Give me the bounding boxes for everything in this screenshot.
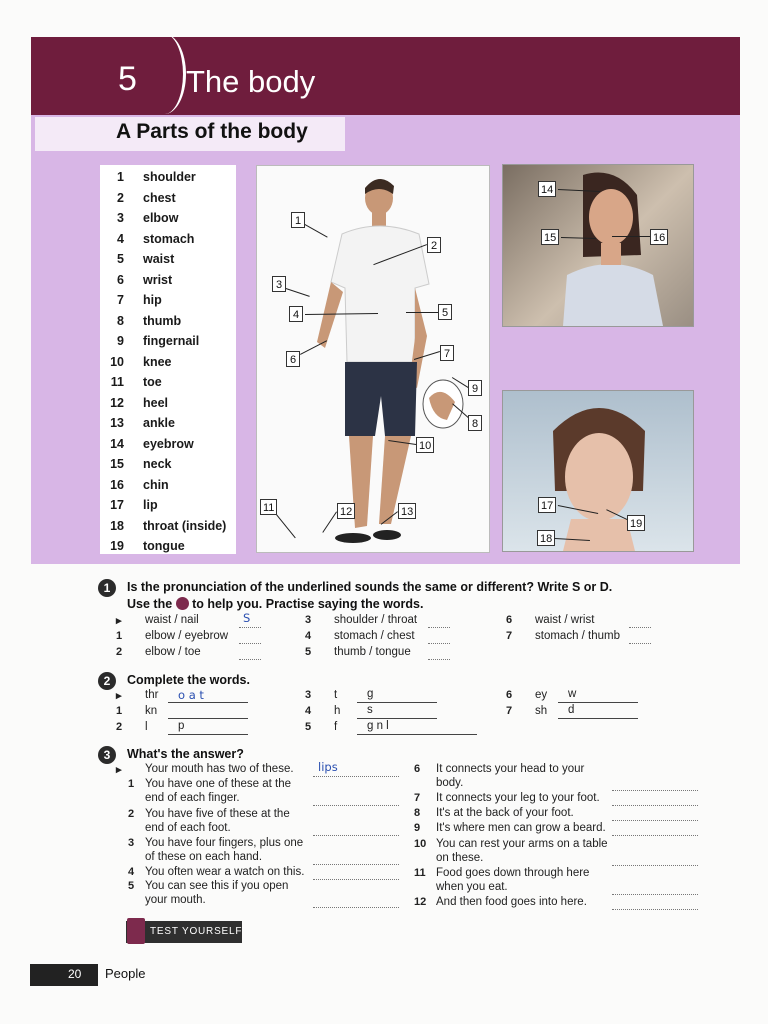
word-number: 2 <box>117 191 124 205</box>
word-number: 13 <box>110 416 124 430</box>
exercise-2-letters: o a t <box>178 688 204 702</box>
exercise-3-question: You can see this if you open <box>145 880 289 892</box>
word-label: chest <box>143 191 176 205</box>
callout-label: 4 <box>289 306 303 322</box>
exercise-3-number: 3 <box>98 746 116 764</box>
exercise-1-item-number: 6 <box>506 614 513 626</box>
exercise-2-item-number: ▸ <box>116 690 122 702</box>
callout-label: 3 <box>272 276 286 292</box>
word-list-item <box>100 539 236 559</box>
exercise-3-answer-line <box>313 863 399 865</box>
word-number: 9 <box>117 334 124 348</box>
exercise-1-item-number: 1 <box>116 630 123 642</box>
exercise-1-item-words: waist / wrist <box>535 614 595 626</box>
word-number: 8 <box>117 314 124 328</box>
word-label: elbow <box>143 211 179 225</box>
word-list-item <box>100 211 236 231</box>
exercise-2-word-start: l <box>145 721 148 733</box>
book-icon <box>127 918 145 944</box>
exercise-1-item-number: 7 <box>506 630 513 642</box>
exercise-1-answer-line <box>428 626 450 628</box>
word-label: neck <box>143 457 172 471</box>
callout-label: 13 <box>398 503 416 519</box>
word-list-item <box>100 457 236 477</box>
exercise-3-question-number: 1 <box>128 778 135 790</box>
word-label: chin <box>143 478 169 492</box>
word-label: eyebrow <box>143 437 194 451</box>
word-label: ankle <box>143 416 175 430</box>
exercise-3-question-cont: when you eat. <box>436 881 508 893</box>
exercise-2-blanks <box>357 717 437 719</box>
word-list-item <box>100 293 236 313</box>
exercise-2-word-start: kn <box>145 705 158 717</box>
exercise-3-answer-line <box>612 819 698 821</box>
woman-face-photo <box>502 390 694 552</box>
exercise-1-subtitle-a: Use the <box>127 597 173 611</box>
word-list-item <box>100 191 236 211</box>
exercise-1-subtitle-b: to help you. Practise saying the words. <box>192 597 424 611</box>
callout-label: 9 <box>468 380 482 396</box>
word-list-item <box>100 437 236 457</box>
exercise-3-question: It connects your head to your <box>436 763 585 775</box>
word-number: 19 <box>110 539 124 553</box>
word-label: heel <box>143 396 169 410</box>
word-number: 6 <box>117 273 124 287</box>
exercise-1-item-number: 3 <box>305 614 312 626</box>
word-list <box>100 165 236 554</box>
callout-label: 1 <box>291 212 305 228</box>
exercise-3-question-number: 4 <box>128 866 135 878</box>
page-number: 20 <box>68 967 82 981</box>
exercise-2-item-number: 3 <box>305 689 312 701</box>
exercise-3-question: You often wear a watch on this. <box>145 866 305 878</box>
exercise-3-example-answer: lips <box>318 760 338 774</box>
word-list-item <box>100 416 236 436</box>
exercise-3-question-number: 12 <box>414 896 427 908</box>
word-label: toe <box>143 375 162 389</box>
word-label: tongue <box>143 539 185 553</box>
exercise-2-letters: s <box>367 704 373 716</box>
exercise-2-blanks <box>168 733 248 735</box>
exercise-2-blanks <box>357 701 437 703</box>
callout-label: 17 <box>538 497 556 513</box>
exercise-3-answer-line <box>612 893 698 895</box>
exercise-1-number: 1 <box>98 579 116 597</box>
callout-label: 8 <box>468 415 482 431</box>
footer-bar <box>30 964 98 986</box>
exercise-3-answer-line <box>612 789 698 791</box>
exercise-3-answer-line <box>612 908 698 910</box>
exercise-3-question-number: 2 <box>128 808 135 820</box>
callout-label: 16 <box>650 229 668 245</box>
callout-label: 15 <box>541 229 559 245</box>
callout-label: 5 <box>438 304 452 320</box>
section-letter: A <box>116 120 131 143</box>
exercise-2-item-number: 7 <box>506 705 513 717</box>
word-list-item <box>100 396 236 416</box>
exercise-3-question-cont: your mouth. <box>145 894 206 906</box>
exercise-3-question: You can rest your arms on a table <box>436 838 608 850</box>
word-list-item <box>100 355 236 375</box>
exercise-1-item-words: thumb / tongue <box>334 646 411 658</box>
exercise-2-letters: d <box>568 704 575 716</box>
exercise-1-answer-line <box>428 658 450 660</box>
exercise-2-blanks <box>168 717 248 719</box>
exercise-3-question-cont: end of each foot. <box>145 822 231 834</box>
word-number: 7 <box>117 293 124 307</box>
exercise-3-example-marker: ▸ <box>116 764 122 776</box>
section-heading: Parts of the body <box>136 120 308 143</box>
exercise-3-question: You have four fingers, plus one <box>145 837 304 849</box>
exercise-1-item-words: shoulder / throat <box>334 614 418 626</box>
exercise-3-answer-line <box>313 906 399 908</box>
audio-icon[interactable] <box>176 597 189 610</box>
callout-label: 10 <box>416 437 434 453</box>
unit-header <box>31 37 740 115</box>
exercise-3-question-number: 6 <box>414 763 421 775</box>
word-list-item <box>100 375 236 395</box>
exercise-1-item-words: waist / nail <box>145 614 199 626</box>
word-number: 1 <box>117 170 124 184</box>
exercise-1-answer-line <box>239 626 261 628</box>
word-list-item <box>100 314 236 334</box>
exercise-1-subtitle <box>127 597 423 611</box>
exercise-1-item-number: 5 <box>305 646 312 658</box>
word-list-item <box>100 170 236 190</box>
exercise-2-blanks <box>357 733 477 735</box>
exercise-2-blanks <box>558 701 638 703</box>
exercise-3-question-number: 11 <box>414 867 426 879</box>
exercise-3-question-number: 5 <box>128 880 135 892</box>
callout-label: 2 <box>427 237 441 253</box>
word-list-item <box>100 478 236 498</box>
exercise-2-word-start: ey <box>535 689 548 701</box>
exercise-2-word-start: t <box>334 689 338 701</box>
exercise-1-item-words: stomach / chest <box>334 630 415 642</box>
exercise-3-answer-line <box>612 864 698 866</box>
word-number: 14 <box>110 437 124 451</box>
footer-section: People <box>105 966 146 981</box>
callout-label: 18 <box>537 530 555 546</box>
exercise-1-answer-line <box>629 626 651 628</box>
exercise-2-letters: w <box>568 688 577 700</box>
exercise-1-title: Is the pronunciation of the underlined sounds the same or different? Write S or D. <box>127 580 613 594</box>
callout-leader-line <box>406 312 438 313</box>
exercise-1-item-number: 2 <box>116 646 123 658</box>
word-list-item <box>100 273 236 293</box>
exercise-2-word-start: sh <box>535 705 548 717</box>
word-label: shoulder <box>143 170 196 184</box>
callout-label: 6 <box>286 351 300 367</box>
word-number: 10 <box>110 355 124 369</box>
word-number: 5 <box>117 252 124 266</box>
callout-label: 11 <box>260 499 277 515</box>
exercise-2-letters: p <box>178 720 185 732</box>
exercise-1-item-number: 4 <box>305 630 312 642</box>
unit-title: The body <box>186 64 316 99</box>
exercise-2-item-number: 6 <box>506 689 513 701</box>
exercise-3-question-number: 7 <box>414 792 421 804</box>
exercise-3-answer-line <box>313 804 399 806</box>
word-list-item <box>100 232 236 252</box>
exercise-3-question-number: 9 <box>414 822 421 834</box>
exercise-2-number: 2 <box>98 672 116 690</box>
word-number: 11 <box>110 375 124 389</box>
exercise-2-letters: g <box>367 688 374 700</box>
exercise-3-question-number: 10 <box>414 838 427 850</box>
exercise-3-example-question: Your mouth has two of these. <box>145 763 294 775</box>
exercise-2-title: Complete the words. <box>127 673 250 687</box>
exercise-3-question-number: 3 <box>128 837 135 849</box>
exercise-2-word-start: f <box>334 721 338 733</box>
exercise-3-title: What's the answer? <box>127 747 244 761</box>
exercise-1-item-number: ▸ <box>116 615 122 627</box>
word-label: stomach <box>143 232 195 246</box>
exercise-3-question-number: 8 <box>414 807 421 819</box>
exercise-1-item-words: elbow / eyebrow <box>145 630 229 642</box>
exercise-3-answer-line <box>612 804 698 806</box>
word-number: 15 <box>110 457 124 471</box>
callout-leader-line <box>612 236 650 237</box>
exercise-1-answer-line <box>428 642 450 644</box>
word-list-item <box>100 334 236 354</box>
exercise-1-answer-line <box>239 642 261 644</box>
word-label: hip <box>143 293 162 307</box>
test-yourself-label: TEST YOURSELF <box>150 926 243 937</box>
exercise-2-word-start: h <box>334 705 341 717</box>
word-label: wrist <box>143 273 173 287</box>
word-list-item <box>100 519 236 539</box>
exercise-3-answer-line <box>313 834 399 836</box>
exercise-1-answer: S <box>243 611 251 625</box>
word-list-item <box>100 252 236 272</box>
exercise-3-question: It connects your leg to your foot. <box>436 792 600 804</box>
exercise-3-question-cont: body. <box>436 777 464 789</box>
exercise-3-question: Food goes down through here <box>436 867 590 879</box>
callout-label: 14 <box>538 181 556 197</box>
exercise-1-answer-line <box>629 642 651 644</box>
exercise-2-item-number: 2 <box>116 721 123 733</box>
word-number: 4 <box>117 232 124 246</box>
callout-label: 7 <box>440 345 454 361</box>
exercise-1-item-words: stomach / thumb <box>535 630 621 642</box>
word-list-item <box>100 498 236 518</box>
exercise-3-example-answer-line <box>313 775 399 777</box>
exercise-2-item-number: 1 <box>116 705 123 717</box>
exercise-2-word-start: thr <box>145 689 159 701</box>
exercise-3-question: You have five of these at the <box>145 808 290 820</box>
word-number: 18 <box>110 519 124 533</box>
exercise-3-question-cont: on these. <box>436 852 484 864</box>
exercise-3-question-cont: end of each finger. <box>145 792 240 804</box>
word-label: lip <box>143 498 158 512</box>
word-label: fingernail <box>143 334 200 348</box>
exercise-1-item-words: elbow / toe <box>145 646 201 658</box>
exercise-3-answer-line <box>612 834 698 836</box>
exercise-3-question: It's at the back of your foot. <box>436 807 574 819</box>
unit-number: 5 <box>118 60 137 98</box>
section-title <box>116 120 308 144</box>
exercise-2-item-number: 5 <box>305 721 312 733</box>
exercise-3-question: And then food goes into here. <box>436 896 587 908</box>
exercise-3-question: You have one of these at the <box>145 778 292 790</box>
word-label: throat (inside) <box>143 519 227 533</box>
unit-divider <box>143 34 186 114</box>
word-number: 12 <box>110 396 124 410</box>
exercise-3-answer-line <box>313 878 399 880</box>
exercise-2-blanks <box>558 717 638 719</box>
exercise-1-answer-line <box>239 658 261 660</box>
exercise-2-item-number: 4 <box>305 705 312 717</box>
woman-face-illustration <box>503 391 693 551</box>
word-number: 17 <box>110 498 124 512</box>
word-number: 16 <box>110 478 124 492</box>
exercise-2-letters: g n l <box>367 720 389 732</box>
exercise-3-question: It's where men can grow a beard. <box>436 822 606 834</box>
word-label: waist <box>143 252 175 266</box>
word-label: thumb <box>143 314 182 328</box>
word-label: knee <box>143 355 172 369</box>
word-number: 3 <box>117 211 124 225</box>
exercise-3-question-cont: of these on each hand. <box>145 851 263 863</box>
callout-label: 12 <box>337 503 355 519</box>
callout-label: 19 <box>627 515 645 531</box>
